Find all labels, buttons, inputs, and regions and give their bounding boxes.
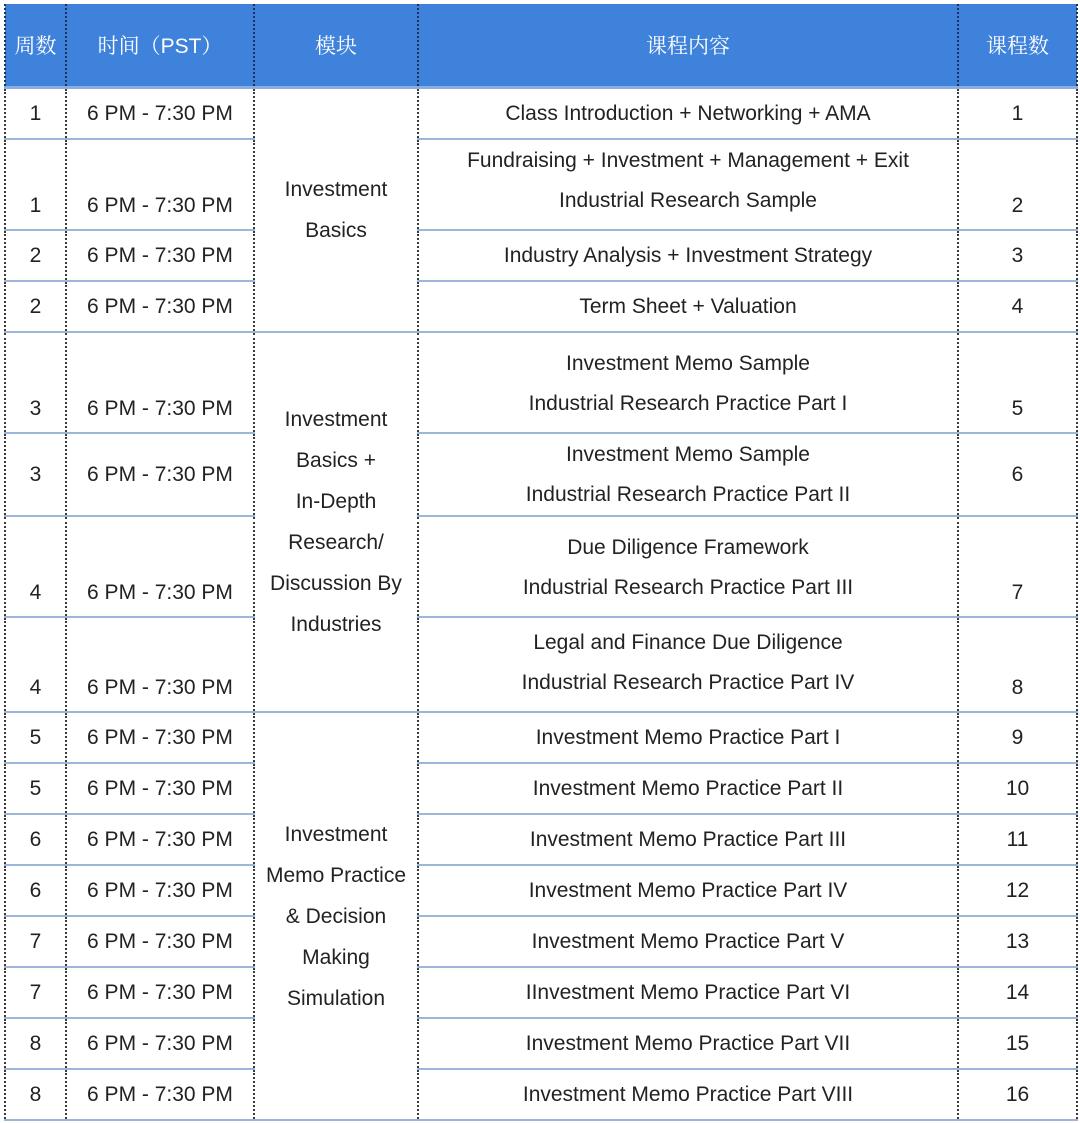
content-cell: Investment Memo Practice Part VIII	[418, 1069, 958, 1120]
content-line: Due Diligence Framework	[567, 536, 809, 559]
content-cell	[418, 433, 958, 516]
module-line: Basics	[305, 219, 367, 242]
time-cell: 6 PM - 7:30 PM	[66, 763, 254, 814]
time-cell: 6 PM - 7:30 PM	[66, 1018, 254, 1069]
header-module: 模块	[254, 4, 418, 88]
content-line: Legal and Finance Due Diligence	[533, 631, 843, 654]
content-cell: Investment Memo Practice Part V	[418, 916, 958, 967]
time-cell: 6 PM - 7:30 PM	[66, 967, 254, 1018]
time-cell: 6 PM - 7:30 PM	[66, 516, 254, 617]
count-cell: 10	[958, 763, 1077, 814]
table-row	[5, 516, 1077, 617]
module-line: Simulation	[286, 986, 386, 1010]
week-cell: 8	[5, 1018, 66, 1069]
count-cell: 14	[958, 967, 1077, 1018]
week-cell: 8	[5, 1069, 66, 1120]
content-line: Fundraising + Investment + Management + Exit	[467, 149, 909, 172]
header-row	[5, 4, 1077, 88]
time-cell: 6 PM - 7:30 PM	[66, 281, 254, 332]
module-cell-in-depth-research	[254, 332, 418, 712]
module-line: In-Depth	[295, 490, 377, 513]
content-cell: Investment Memo Practice Part VII	[418, 1018, 958, 1069]
module-line: Industries	[290, 613, 382, 636]
content-line: Industrial Research Practice Part IV	[521, 671, 855, 694]
content-cell	[418, 516, 958, 617]
table-row	[5, 1069, 1077, 1120]
content-cell: Investment Memo Practice Part IV	[418, 865, 958, 916]
time-cell: 6 PM - 7:30 PM	[66, 916, 254, 967]
content-cell: Class Introduction + Networking + AMA	[418, 88, 958, 140]
content-cell: Industry Analysis + Investment Strategy	[418, 230, 958, 281]
content-cell: Investment Memo Practice Part III	[418, 814, 958, 865]
table-row	[5, 281, 1077, 332]
course-schedule-table	[4, 4, 1078, 1121]
module-line: Investment	[284, 822, 388, 846]
week-cell: 1	[5, 139, 66, 230]
week-cell: 5	[5, 763, 66, 814]
module-cell-investment-basics	[254, 88, 418, 333]
week-cell: 1	[5, 88, 66, 140]
week-cell: 7	[5, 967, 66, 1018]
table-row	[5, 1018, 1077, 1069]
content-cell: Investment Memo Practice Part II	[418, 763, 958, 814]
count-cell: 1	[958, 88, 1077, 140]
table-row	[5, 763, 1077, 814]
week-cell: 3	[5, 332, 66, 433]
count-cell: 11	[958, 814, 1077, 865]
content-cell: Investment Memo Practice Part I	[418, 712, 958, 763]
module-line: Research/	[288, 531, 384, 554]
week-cell: 6	[5, 814, 66, 865]
time-cell: 6 PM - 7:30 PM	[66, 814, 254, 865]
time-cell: 6 PM - 7:30 PM	[66, 712, 254, 763]
table-row	[5, 916, 1077, 967]
table-row	[5, 712, 1077, 763]
module-line: Making	[302, 945, 370, 969]
module-cell-memo-practice	[254, 712, 418, 1120]
time-cell: 6 PM - 7:30 PM	[66, 433, 254, 516]
header-time: 时间（PST）	[66, 4, 254, 88]
module-line: Basics +	[296, 449, 376, 472]
time-cell: 6 PM - 7:30 PM	[66, 230, 254, 281]
week-cell: 3	[5, 433, 66, 516]
table-row	[5, 967, 1077, 1018]
header-content: 课程内容	[418, 4, 958, 88]
module-line: & Decision	[285, 904, 387, 928]
time-cell: 6 PM - 7:30 PM	[66, 617, 254, 712]
count-cell: 9	[958, 712, 1077, 763]
count-cell: 2	[958, 139, 1077, 230]
table-row	[5, 88, 1077, 140]
content-line: Investment Memo Sample	[566, 442, 810, 466]
content-line: Investment Memo Sample	[566, 352, 810, 375]
time-cell: 6 PM - 7:30 PM	[66, 1069, 254, 1120]
count-cell: 15	[958, 1018, 1077, 1069]
module-line: Investment	[284, 178, 388, 201]
content-cell: Term Sheet + Valuation	[418, 281, 958, 332]
table-row	[5, 865, 1077, 916]
time-cell: 6 PM - 7:30 PM	[66, 88, 254, 140]
time-cell: 6 PM - 7:30 PM	[66, 865, 254, 916]
header-week: 周数	[5, 4, 66, 88]
week-cell: 4	[5, 617, 66, 712]
count-cell: 6	[958, 433, 1077, 516]
table-row	[5, 617, 1077, 712]
module-line: Investment	[284, 408, 388, 431]
content-line: Industrial Research Practice Part I	[528, 392, 848, 415]
count-cell: 4	[958, 281, 1077, 332]
content-cell	[418, 617, 958, 712]
content-cell: IInvestment Memo Practice Part VI	[418, 967, 958, 1018]
content-cell	[418, 332, 958, 433]
header-count: 课程数	[958, 4, 1077, 88]
content-line: Industrial Research Sample	[559, 189, 817, 212]
content-cell	[418, 139, 958, 230]
table-row	[5, 230, 1077, 281]
week-cell: 4	[5, 516, 66, 617]
table-row	[5, 139, 1077, 230]
week-cell: 2	[5, 230, 66, 281]
table-row	[5, 433, 1077, 516]
week-cell: 6	[5, 865, 66, 916]
count-cell: 16	[958, 1069, 1077, 1120]
week-cell: 7	[5, 916, 66, 967]
count-cell: 5	[958, 332, 1077, 433]
week-cell: 2	[5, 281, 66, 332]
count-cell: 12	[958, 865, 1077, 916]
module-line: Memo Practice	[265, 863, 407, 887]
count-cell: 13	[958, 916, 1077, 967]
count-cell: 8	[958, 617, 1077, 712]
content-line: Industrial Research Practice Part III	[522, 576, 854, 599]
table-row	[5, 332, 1077, 433]
content-line: Industrial Research Practice Part II	[525, 482, 851, 506]
module-line: Discussion By	[270, 572, 402, 595]
time-cell: 6 PM - 7:30 PM	[66, 139, 254, 230]
time-cell: 6 PM - 7:30 PM	[66, 332, 254, 433]
count-cell: 7	[958, 516, 1077, 617]
table-row	[5, 814, 1077, 865]
count-cell: 3	[958, 230, 1077, 281]
week-cell: 5	[5, 712, 66, 763]
